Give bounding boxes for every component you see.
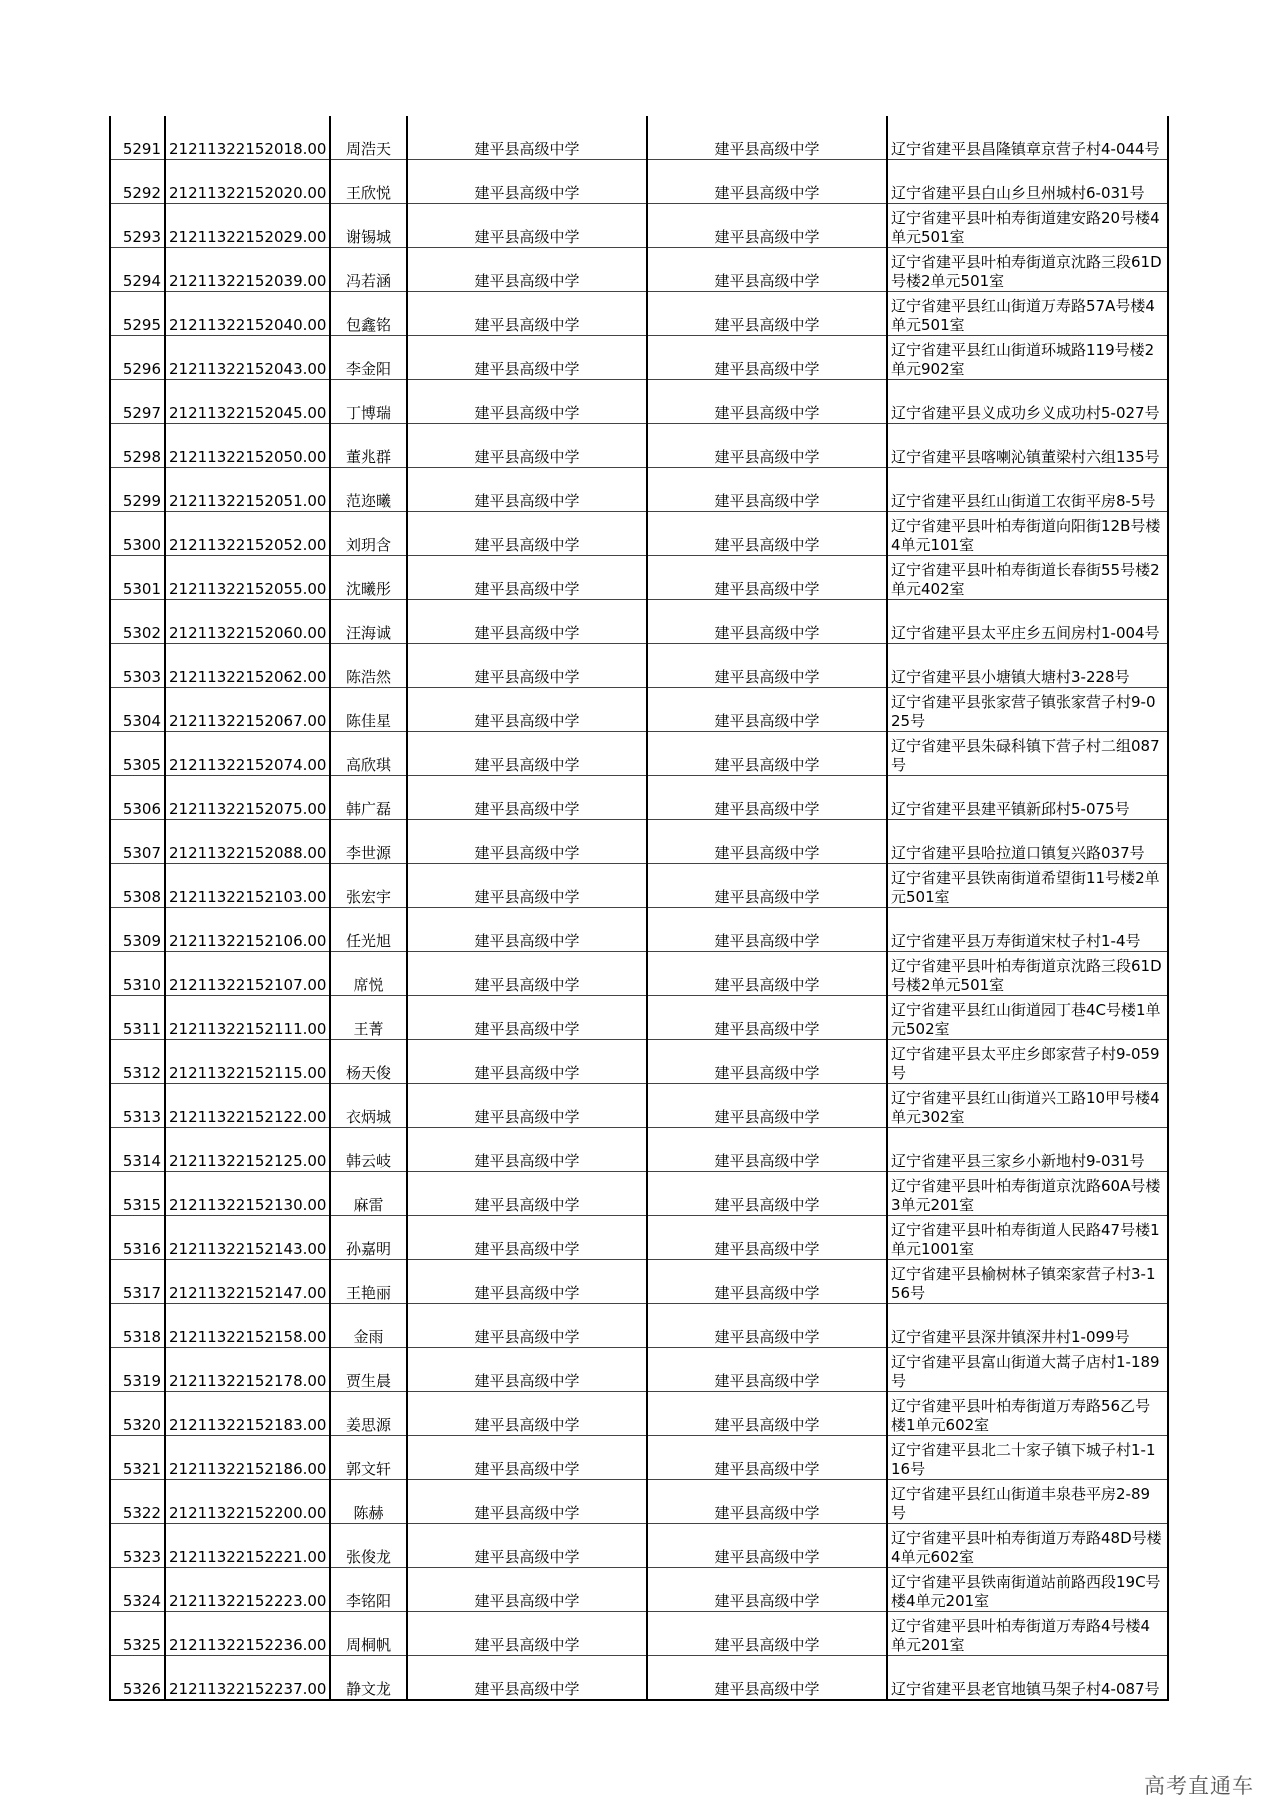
serial-number-cell: 5325 bbox=[110, 1612, 165, 1656]
serial-number-cell: 5324 bbox=[110, 1568, 165, 1612]
home-address-cell: 辽宁省建平县义成功乡义成功村5-027号 bbox=[887, 380, 1168, 424]
graduating-school-cell: 建平县高级中学 bbox=[407, 644, 647, 688]
exam-id-cell: 21211322152062.00 bbox=[165, 644, 330, 688]
home-address-cell: 辽宁省建平县万寿街道宋杖子村1-4号 bbox=[887, 908, 1168, 952]
watermark-text: 高考直通车 bbox=[1144, 1774, 1254, 1798]
exam-id-cell: 21211322152115.00 bbox=[165, 1040, 330, 1084]
graduating-school-cell: 建平县高级中学 bbox=[407, 1260, 647, 1304]
home-address-cell: 辽宁省建平县铁南街道站前路西段19C号楼4单元201室 bbox=[887, 1568, 1168, 1612]
student-name-cell: 董兆群 bbox=[330, 424, 407, 468]
home-address-cell: 辽宁省建平县叶柏寿街道万寿路56乙号楼1单元602室 bbox=[887, 1392, 1168, 1436]
admission-roster-table bbox=[109, 116, 1169, 1701]
exam-id-cell: 21211322152122.00 bbox=[165, 1084, 330, 1128]
admitting-school-cell: 建平县高级中学 bbox=[647, 1348, 887, 1392]
home-address-cell: 辽宁省建平县叶柏寿街道京沈路60A号楼3单元201室 bbox=[887, 1172, 1168, 1216]
admitting-school-cell: 建平县高级中学 bbox=[647, 512, 887, 556]
admitting-school-cell: 建平县高级中学 bbox=[647, 644, 887, 688]
student-name-cell: 周浩天 bbox=[330, 116, 407, 160]
admitting-school-cell: 建平县高级中学 bbox=[647, 424, 887, 468]
exam-id-cell: 21211322152221.00 bbox=[165, 1524, 330, 1568]
admitting-school-cell: 建平县高级中学 bbox=[647, 116, 887, 160]
admitting-school-cell: 建平县高级中学 bbox=[647, 600, 887, 644]
serial-number-cell: 5319 bbox=[110, 1348, 165, 1392]
graduating-school-cell: 建平县高级中学 bbox=[407, 600, 647, 644]
home-address-cell: 辽宁省建平县昌隆镇章京营子村4-044号 bbox=[887, 116, 1168, 160]
exam-id-cell: 21211322152052.00 bbox=[165, 512, 330, 556]
home-address-cell: 辽宁省建平县铁南街道希望街11号楼2单元501室 bbox=[887, 864, 1168, 908]
exam-id-cell: 21211322152147.00 bbox=[165, 1260, 330, 1304]
home-address-cell: 辽宁省建平县太平庄乡郎家营子村9-059号 bbox=[887, 1040, 1168, 1084]
serial-number-cell: 5295 bbox=[110, 292, 165, 336]
serial-number-cell: 5314 bbox=[110, 1128, 165, 1172]
serial-number-cell: 5302 bbox=[110, 600, 165, 644]
graduating-school-cell: 建平县高级中学 bbox=[407, 1524, 647, 1568]
student-name-cell: 谢锡城 bbox=[330, 204, 407, 248]
student-name-cell: 韩云岐 bbox=[330, 1128, 407, 1172]
exam-id-cell: 21211322152186.00 bbox=[165, 1436, 330, 1480]
table-row bbox=[110, 1436, 1168, 1480]
exam-id-cell: 21211322152039.00 bbox=[165, 248, 330, 292]
admitting-school-cell: 建平县高级中学 bbox=[647, 336, 887, 380]
student-name-cell: 王菁 bbox=[330, 996, 407, 1040]
table-row bbox=[110, 1524, 1168, 1568]
home-address-cell: 辽宁省建平县叶柏寿街道京沈路三段61D号楼2单元501室 bbox=[887, 952, 1168, 996]
home-address-cell: 辽宁省建平县叶柏寿街道万寿路48D号楼4单元602室 bbox=[887, 1524, 1168, 1568]
graduating-school-cell: 建平县高级中学 bbox=[407, 1480, 647, 1524]
home-address-cell: 辽宁省建平县哈拉道口镇复兴路037号 bbox=[887, 820, 1168, 864]
graduating-school-cell: 建平县高级中学 bbox=[407, 1656, 647, 1701]
admitting-school-cell: 建平县高级中学 bbox=[647, 160, 887, 204]
table-row bbox=[110, 1172, 1168, 1216]
student-name-cell: 席悦 bbox=[330, 952, 407, 996]
home-address-cell: 辽宁省建平县太平庄乡五间房村1-004号 bbox=[887, 600, 1168, 644]
graduating-school-cell: 建平县高级中学 bbox=[407, 424, 647, 468]
graduating-school-cell: 建平县高级中学 bbox=[407, 1304, 647, 1348]
exam-id-cell: 21211322152051.00 bbox=[165, 468, 330, 512]
exam-id-cell: 21211322152020.00 bbox=[165, 160, 330, 204]
home-address-cell: 辽宁省建平县深井镇深井村1-099号 bbox=[887, 1304, 1168, 1348]
student-name-cell: 陈浩然 bbox=[330, 644, 407, 688]
graduating-school-cell: 建平县高级中学 bbox=[407, 116, 647, 160]
table-row bbox=[110, 1128, 1168, 1172]
serial-number-cell: 5316 bbox=[110, 1216, 165, 1260]
admitting-school-cell: 建平县高级中学 bbox=[647, 996, 887, 1040]
admitting-school-cell: 建平县高级中学 bbox=[647, 1084, 887, 1128]
table-row bbox=[110, 248, 1168, 292]
exam-id-cell: 21211322152183.00 bbox=[165, 1392, 330, 1436]
home-address-cell: 辽宁省建平县富山街道大蒿子店村1-189号 bbox=[887, 1348, 1168, 1392]
graduating-school-cell: 建平县高级中学 bbox=[407, 248, 647, 292]
exam-id-cell: 21211322152074.00 bbox=[165, 732, 330, 776]
serial-number-cell: 5322 bbox=[110, 1480, 165, 1524]
home-address-cell: 辽宁省建平县朱碌科镇下营子村二组087号 bbox=[887, 732, 1168, 776]
serial-number-cell: 5321 bbox=[110, 1436, 165, 1480]
serial-number-cell: 5311 bbox=[110, 996, 165, 1040]
home-address-cell: 辽宁省建平县叶柏寿街道向阳街12B号楼4单元101室 bbox=[887, 512, 1168, 556]
student-name-cell: 王欣悦 bbox=[330, 160, 407, 204]
table-row bbox=[110, 468, 1168, 512]
exam-id-cell: 21211322152223.00 bbox=[165, 1568, 330, 1612]
admitting-school-cell: 建平县高级中学 bbox=[647, 1304, 887, 1348]
admitting-school-cell: 建平县高级中学 bbox=[647, 820, 887, 864]
table-row bbox=[110, 688, 1168, 732]
serial-number-cell: 5308 bbox=[110, 864, 165, 908]
student-name-cell: 张宏宇 bbox=[330, 864, 407, 908]
exam-id-cell: 21211322152029.00 bbox=[165, 204, 330, 248]
student-name-cell: 金雨 bbox=[330, 1304, 407, 1348]
student-name-cell: 郭文轩 bbox=[330, 1436, 407, 1480]
table-row bbox=[110, 732, 1168, 776]
table-row bbox=[110, 160, 1168, 204]
exam-id-cell: 21211322152107.00 bbox=[165, 952, 330, 996]
student-name-cell: 陈佳星 bbox=[330, 688, 407, 732]
graduating-school-cell: 建平县高级中学 bbox=[407, 1172, 647, 1216]
serial-number-cell: 5300 bbox=[110, 512, 165, 556]
home-address-cell: 辽宁省建平县白山乡旦州城村6-031号 bbox=[887, 160, 1168, 204]
student-name-cell: 姜思源 bbox=[330, 1392, 407, 1436]
admitting-school-cell: 建平县高级中学 bbox=[647, 1172, 887, 1216]
exam-id-cell: 21211322152040.00 bbox=[165, 292, 330, 336]
admitting-school-cell: 建平县高级中学 bbox=[647, 1568, 887, 1612]
home-address-cell: 辽宁省建平县叶柏寿街道建安路20号楼4单元501室 bbox=[887, 204, 1168, 248]
table-row bbox=[110, 600, 1168, 644]
admitting-school-cell: 建平县高级中学 bbox=[647, 732, 887, 776]
exam-id-cell: 21211322152045.00 bbox=[165, 380, 330, 424]
table-row bbox=[110, 116, 1168, 160]
admitting-school-cell: 建平县高级中学 bbox=[647, 1216, 887, 1260]
student-name-cell: 刘玥含 bbox=[330, 512, 407, 556]
table-row bbox=[110, 644, 1168, 688]
student-name-cell: 冯若涵 bbox=[330, 248, 407, 292]
serial-number-cell: 5294 bbox=[110, 248, 165, 292]
serial-number-cell: 5292 bbox=[110, 160, 165, 204]
serial-number-cell: 5299 bbox=[110, 468, 165, 512]
admitting-school-cell: 建平县高级中学 bbox=[647, 1480, 887, 1524]
table-row bbox=[110, 952, 1168, 996]
home-address-cell: 辽宁省建平县小塘镇大塘村3-228号 bbox=[887, 644, 1168, 688]
admitting-school-cell: 建平县高级中学 bbox=[647, 1656, 887, 1701]
home-address-cell: 辽宁省建平县榆树林子镇栾家营子村3-156号 bbox=[887, 1260, 1168, 1304]
serial-number-cell: 5305 bbox=[110, 732, 165, 776]
graduating-school-cell: 建平县高级中学 bbox=[407, 1216, 647, 1260]
student-name-cell: 杨天俊 bbox=[330, 1040, 407, 1084]
graduating-school-cell: 建平县高级中学 bbox=[407, 996, 647, 1040]
admitting-school-cell: 建平县高级中学 bbox=[647, 688, 887, 732]
exam-id-cell: 21211322152018.00 bbox=[165, 116, 330, 160]
table-row bbox=[110, 1040, 1168, 1084]
exam-id-cell: 21211322152103.00 bbox=[165, 864, 330, 908]
home-address-cell: 辽宁省建平县叶柏寿街道万寿路4号楼4单元201室 bbox=[887, 1612, 1168, 1656]
student-name-cell: 陈赫 bbox=[330, 1480, 407, 1524]
home-address-cell: 辽宁省建平县红山街道工农街平房8-5号 bbox=[887, 468, 1168, 512]
home-address-cell: 辽宁省建平县老官地镇马架子村4-087号 bbox=[887, 1656, 1168, 1701]
student-name-cell: 王艳丽 bbox=[330, 1260, 407, 1304]
table-row bbox=[110, 204, 1168, 248]
table-row bbox=[110, 908, 1168, 952]
serial-number-cell: 5310 bbox=[110, 952, 165, 996]
graduating-school-cell: 建平县高级中学 bbox=[407, 160, 647, 204]
student-name-cell: 丁博瑞 bbox=[330, 380, 407, 424]
admitting-school-cell: 建平县高级中学 bbox=[647, 864, 887, 908]
table-row bbox=[110, 336, 1168, 380]
serial-number-cell: 5293 bbox=[110, 204, 165, 248]
exam-id-cell: 21211322152111.00 bbox=[165, 996, 330, 1040]
table-row bbox=[110, 512, 1168, 556]
student-name-cell: 任光旭 bbox=[330, 908, 407, 952]
table-row bbox=[110, 1260, 1168, 1304]
student-name-cell: 静文龙 bbox=[330, 1656, 407, 1701]
exam-id-cell: 21211322152125.00 bbox=[165, 1128, 330, 1172]
serial-number-cell: 5312 bbox=[110, 1040, 165, 1084]
graduating-school-cell: 建平县高级中学 bbox=[407, 776, 647, 820]
admitting-school-cell: 建平县高级中学 bbox=[647, 1436, 887, 1480]
student-name-cell: 周桐帆 bbox=[330, 1612, 407, 1656]
table-row bbox=[110, 820, 1168, 864]
home-address-cell: 辽宁省建平县张家营子镇张家营子村9-025号 bbox=[887, 688, 1168, 732]
serial-number-cell: 5309 bbox=[110, 908, 165, 952]
student-name-cell: 贾生晨 bbox=[330, 1348, 407, 1392]
student-name-cell: 麻雷 bbox=[330, 1172, 407, 1216]
admitting-school-cell: 建平县高级中学 bbox=[647, 908, 887, 952]
student-name-cell: 李世源 bbox=[330, 820, 407, 864]
home-address-cell: 辽宁省建平县叶柏寿街道京沈路三段61D号楼2单元501室 bbox=[887, 248, 1168, 292]
exam-id-cell: 21211322152075.00 bbox=[165, 776, 330, 820]
serial-number-cell: 5318 bbox=[110, 1304, 165, 1348]
admitting-school-cell: 建平县高级中学 bbox=[647, 1260, 887, 1304]
table-row bbox=[110, 292, 1168, 336]
serial-number-cell: 5291 bbox=[110, 116, 165, 160]
admitting-school-cell: 建平县高级中学 bbox=[647, 468, 887, 512]
graduating-school-cell: 建平县高级中学 bbox=[407, 732, 647, 776]
table-row bbox=[110, 1480, 1168, 1524]
exam-id-cell: 21211322152178.00 bbox=[165, 1348, 330, 1392]
table-row bbox=[110, 1216, 1168, 1260]
home-address-cell: 辽宁省建平县红山街道兴工路10甲号楼4单元302室 bbox=[887, 1084, 1168, 1128]
graduating-school-cell: 建平县高级中学 bbox=[407, 1568, 647, 1612]
exam-id-cell: 21211322152237.00 bbox=[165, 1656, 330, 1701]
student-name-cell: 汪海诚 bbox=[330, 600, 407, 644]
exam-id-cell: 21211322152130.00 bbox=[165, 1172, 330, 1216]
table-row bbox=[110, 1612, 1168, 1656]
table-row bbox=[110, 1304, 1168, 1348]
exam-id-cell: 21211322152158.00 bbox=[165, 1304, 330, 1348]
serial-number-cell: 5298 bbox=[110, 424, 165, 468]
graduating-school-cell: 建平县高级中学 bbox=[407, 556, 647, 600]
table-row bbox=[110, 1348, 1168, 1392]
table-row bbox=[110, 1568, 1168, 1612]
admitting-school-cell: 建平县高级中学 bbox=[647, 1040, 887, 1084]
admitting-school-cell: 建平县高级中学 bbox=[647, 1524, 887, 1568]
graduating-school-cell: 建平县高级中学 bbox=[407, 204, 647, 248]
exam-id-cell: 21211322152043.00 bbox=[165, 336, 330, 380]
serial-number-cell: 5297 bbox=[110, 380, 165, 424]
graduating-school-cell: 建平县高级中学 bbox=[407, 1436, 647, 1480]
serial-number-cell: 5301 bbox=[110, 556, 165, 600]
serial-number-cell: 5306 bbox=[110, 776, 165, 820]
student-name-cell: 衣炳城 bbox=[330, 1084, 407, 1128]
home-address-cell: 辽宁省建平县红山街道万寿路57A号楼4单元501室 bbox=[887, 292, 1168, 336]
student-name-cell: 韩广磊 bbox=[330, 776, 407, 820]
exam-id-cell: 21211322152143.00 bbox=[165, 1216, 330, 1260]
exam-id-cell: 21211322152067.00 bbox=[165, 688, 330, 732]
table-row bbox=[110, 776, 1168, 820]
exam-id-cell: 21211322152060.00 bbox=[165, 600, 330, 644]
home-address-cell: 辽宁省建平县红山街道园丁巷4C号楼1单元502室 bbox=[887, 996, 1168, 1040]
graduating-school-cell: 建平县高级中学 bbox=[407, 1348, 647, 1392]
graduating-school-cell: 建平县高级中学 bbox=[407, 336, 647, 380]
table-row bbox=[110, 556, 1168, 600]
graduating-school-cell: 建平县高级中学 bbox=[407, 908, 647, 952]
graduating-school-cell: 建平县高级中学 bbox=[407, 688, 647, 732]
serial-number-cell: 5303 bbox=[110, 644, 165, 688]
graduating-school-cell: 建平县高级中学 bbox=[407, 952, 647, 996]
admitting-school-cell: 建平县高级中学 bbox=[647, 1392, 887, 1436]
serial-number-cell: 5320 bbox=[110, 1392, 165, 1436]
graduating-school-cell: 建平县高级中学 bbox=[407, 1612, 647, 1656]
home-address-cell: 辽宁省建平县叶柏寿街道人民路47号楼1单元1001室 bbox=[887, 1216, 1168, 1260]
student-name-cell: 孙嘉明 bbox=[330, 1216, 407, 1260]
roster-body bbox=[110, 116, 1168, 1700]
table-row bbox=[110, 424, 1168, 468]
admitting-school-cell: 建平县高级中学 bbox=[647, 204, 887, 248]
serial-number-cell: 5323 bbox=[110, 1524, 165, 1568]
home-address-cell: 辽宁省建平县红山街道环城路119号楼2单元902室 bbox=[887, 336, 1168, 380]
student-name-cell: 李金阳 bbox=[330, 336, 407, 380]
admitting-school-cell: 建平县高级中学 bbox=[647, 248, 887, 292]
home-address-cell: 辽宁省建平县喀喇沁镇董梁村六组135号 bbox=[887, 424, 1168, 468]
exam-id-cell: 21211322152050.00 bbox=[165, 424, 330, 468]
student-name-cell: 沈曦彤 bbox=[330, 556, 407, 600]
graduating-school-cell: 建平县高级中学 bbox=[407, 864, 647, 908]
exam-id-cell: 21211322152200.00 bbox=[165, 1480, 330, 1524]
serial-number-cell: 5317 bbox=[110, 1260, 165, 1304]
graduating-school-cell: 建平县高级中学 bbox=[407, 1084, 647, 1128]
student-name-cell: 高欣琪 bbox=[330, 732, 407, 776]
home-address-cell: 辽宁省建平县叶柏寿街道长春街55号楼2单元402室 bbox=[887, 556, 1168, 600]
graduating-school-cell: 建平县高级中学 bbox=[407, 380, 647, 424]
graduating-school-cell: 建平县高级中学 bbox=[407, 1392, 647, 1436]
serial-number-cell: 5326 bbox=[110, 1656, 165, 1701]
graduating-school-cell: 建平县高级中学 bbox=[407, 820, 647, 864]
serial-number-cell: 5304 bbox=[110, 688, 165, 732]
home-address-cell: 辽宁省建平县红山街道丰泉巷平房2-89号 bbox=[887, 1480, 1168, 1524]
exam-id-cell: 21211322152106.00 bbox=[165, 908, 330, 952]
student-name-cell: 包鑫铭 bbox=[330, 292, 407, 336]
admitting-school-cell: 建平县高级中学 bbox=[647, 1612, 887, 1656]
admitting-school-cell: 建平县高级中学 bbox=[647, 556, 887, 600]
admitting-school-cell: 建平县高级中学 bbox=[647, 380, 887, 424]
student-name-cell: 李铭阳 bbox=[330, 1568, 407, 1612]
exam-id-cell: 21211322152236.00 bbox=[165, 1612, 330, 1656]
serial-number-cell: 5313 bbox=[110, 1084, 165, 1128]
serial-number-cell: 5307 bbox=[110, 820, 165, 864]
admitting-school-cell: 建平县高级中学 bbox=[647, 1128, 887, 1172]
table-row bbox=[110, 1656, 1168, 1701]
graduating-school-cell: 建平县高级中学 bbox=[407, 468, 647, 512]
graduating-school-cell: 建平县高级中学 bbox=[407, 1128, 647, 1172]
table-row bbox=[110, 996, 1168, 1040]
admitting-school-cell: 建平县高级中学 bbox=[647, 776, 887, 820]
table-row bbox=[110, 864, 1168, 908]
home-address-cell: 辽宁省建平县建平镇新邱村5-075号 bbox=[887, 776, 1168, 820]
home-address-cell: 辽宁省建平县北二十家子镇下城子村1-116号 bbox=[887, 1436, 1168, 1480]
exam-id-cell: 21211322152055.00 bbox=[165, 556, 330, 600]
admitting-school-cell: 建平县高级中学 bbox=[647, 292, 887, 336]
graduating-school-cell: 建平县高级中学 bbox=[407, 292, 647, 336]
home-address-cell: 辽宁省建平县三家乡小新地村9-031号 bbox=[887, 1128, 1168, 1172]
exam-id-cell: 21211322152088.00 bbox=[165, 820, 330, 864]
serial-number-cell: 5296 bbox=[110, 336, 165, 380]
table-row bbox=[110, 1084, 1168, 1128]
student-name-cell: 张俊龙 bbox=[330, 1524, 407, 1568]
serial-number-cell: 5315 bbox=[110, 1172, 165, 1216]
student-name-cell: 范迩曦 bbox=[330, 468, 407, 512]
graduating-school-cell: 建平县高级中学 bbox=[407, 512, 647, 556]
table-row bbox=[110, 380, 1168, 424]
graduating-school-cell: 建平县高级中学 bbox=[407, 1040, 647, 1084]
table-row bbox=[110, 1392, 1168, 1436]
admitting-school-cell: 建平县高级中学 bbox=[647, 952, 887, 996]
